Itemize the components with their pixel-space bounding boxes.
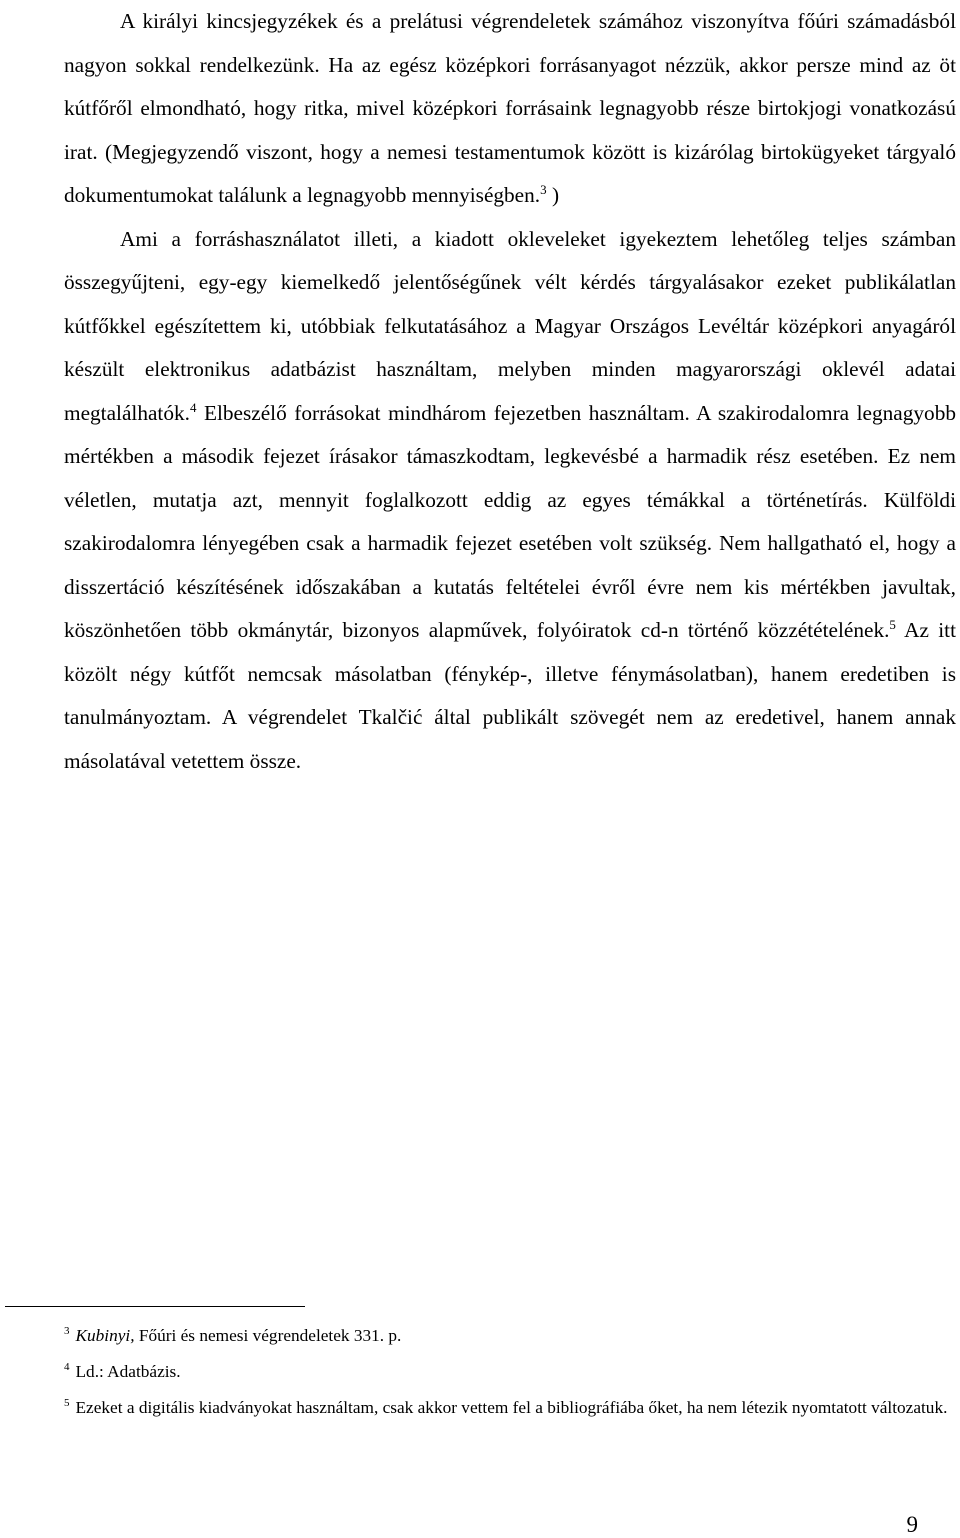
body-text xyxy=(64,0,956,783)
footnote-author: Kubinyi, xyxy=(75,1326,135,1345)
paragraph-2-text-part3: Az itt közölt négy kútfőt nemcsak másolatban (fénykép-, illetve fénymásolatban), hanem eredetiben is tanulmányoztam. A végrendelet Tkalčić által publikált szövegét nem az eredetivel, hanem annak másolatával vetettem össze. xyxy=(64,618,956,773)
footnote-separator xyxy=(5,1306,305,1307)
footnote-5 xyxy=(64,1390,956,1426)
footnote-text: Ld.: Adatbázis. xyxy=(75,1362,181,1381)
paragraph-2-text-part2: Elbeszélő forrásokat mindhárom fejezetben használtam. A szakirodalomra legnagyobb mértékben a második fejezet írásakor támaszkodtam, legkevésbé a harmadik rész esetében. Ez nem véletlen, mutatja azt, mennyit foglalkozott eddig az egyes témákkal a történetírás. Külföldi szakirodalomra lényegében csak a harmadik fejezet esetében volt szükség. Nem hallgatható el, hogy a disszertáció készítésének időszakában a kutatás feltételei évről évre nem kis mértékben javultak, köszönhetően több okmánytár, bizonyos alapművek, folyóiratok cd-n történő közzétételének. xyxy=(64,400,956,642)
footnote-text: Ezeket a digitális kiadványokat használtam, csak akkor vettem fel a bibliográfiába őket, ha nem létezik nyomtatott változatuk. xyxy=(75,1398,948,1417)
footnote-ref-5[interactable]: 5 xyxy=(889,617,896,632)
paragraph-1 xyxy=(64,0,956,218)
paragraph-2 xyxy=(64,218,956,784)
footnote-text: Főúri és nemesi végrendeletek 331. p. xyxy=(134,1326,402,1345)
page-number: 9 xyxy=(906,1512,918,1537)
footnote-4 xyxy=(64,1354,956,1390)
paragraph-2-text-part1: Ami a forráshasználatot illeti, a kiadott okleveleket igyekeztem lehetőleg teljes számban összegyűjteni, egy-egy kiemelkedő jelentőségűnek vélt kérdés tárgyalásakor ezeket publikálatlan kútfőkkel egészítettem ki, utóbbiak felkutatásához a Magyar Országos Levéltár középkori anyagáról készült elektronikus adatbázist használtam, melyben minden magyarországi oklevél adatai megtalálhatók. xyxy=(64,226,956,425)
paragraph-1-closing: ) xyxy=(546,183,560,207)
paragraph-1-text: A királyi kincsjegyzékek és a prelátusi végrendeletek számához viszonyítva főúri számadásból nagyon sokkal rendelkezünk. Ha az egész középkori forrásanyagot nézzük, akkor persze mind az öt kútfőről elmondható, hogy ritka, mivel középkori forrásaink legnagyobb része birtokjogi vonatkozású irat. (Megjegyzendő viszont, hogy a nemesi testamentumok között is kizárólag birtokügyeket tárgyaló dokumentumokat találunk a legnagyobb mennyiségben. xyxy=(64,9,956,207)
footnote-ref-4[interactable]: 4 xyxy=(189,399,197,415)
footnotes xyxy=(64,1318,956,1426)
footnote-ref-3[interactable]: 3 xyxy=(540,182,547,197)
footnote-number: 3 xyxy=(64,1325,70,1337)
footnote-number: 4 xyxy=(64,1361,70,1373)
footnote-number: 5 xyxy=(64,1397,70,1409)
footnote-3 xyxy=(64,1318,956,1354)
